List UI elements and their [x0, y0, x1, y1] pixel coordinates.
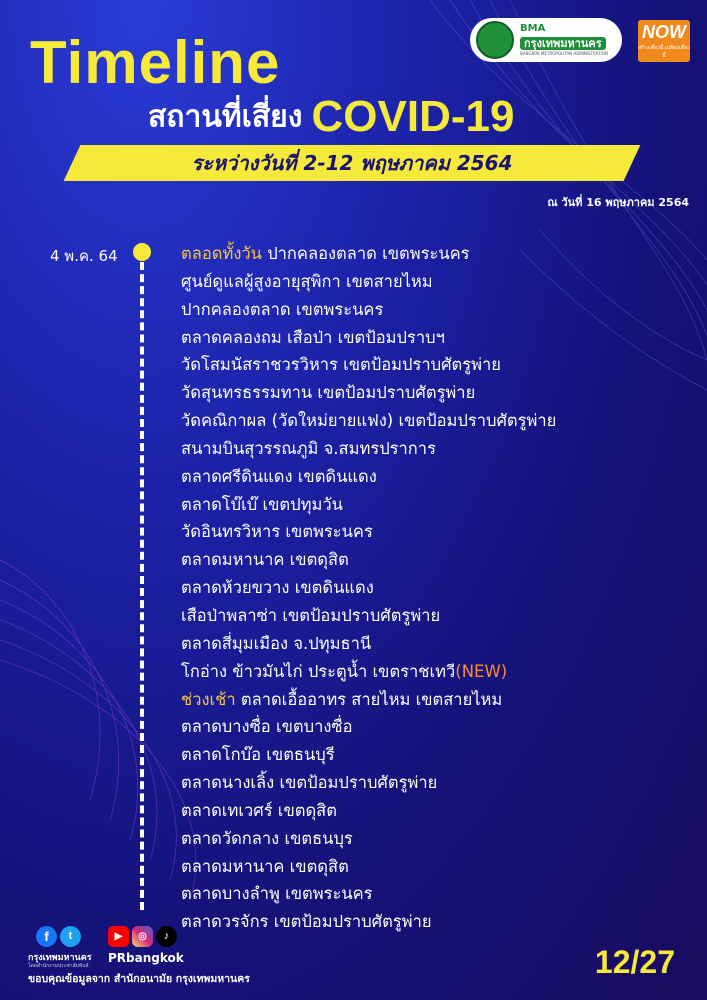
place-text: วัดโสมนัสราชวรวิหาร เขตป้อมปราบศัตรูพ่าย: [181, 355, 501, 375]
place-item: [181, 326, 556, 354]
place-text: ตลาดนางเลิ้ง เขตป้อมปราบศัตรูพ่าย: [181, 773, 438, 793]
places-list: [181, 242, 556, 938]
place-text: วัดคณิกาผล (วัดใหม่ยายแฟง) เขตป้อมปราบศัตรูพ่าย: [181, 411, 557, 431]
place-text: ปากคลองตลาด เขตพระนคร: [267, 244, 470, 263]
place-item: [181, 409, 556, 437]
place-time-highlight: ตลอดทั้งวัน: [181, 244, 262, 263]
place-text: ตลาดเทเวศร์ เขตดุสิต: [181, 800, 337, 820]
data-credit: ขอบคุณข้อมูลจาก สำนักอนามัย กรุงเทพมหานคร: [28, 973, 250, 985]
place-text: ปากคลองตลาด เขตพระนคร: [181, 299, 384, 319]
as-of-date: ณ วันที่ 16 พฤษภาคม 2564: [547, 196, 689, 209]
timeline-line: [140, 262, 144, 910]
social-brand-left-sub: โดยสำนักงานประชาสัมพันธ์: [28, 963, 89, 969]
place-text: วัดสุนทรธรรมทาน เขตป้อมปราบศัตรูพ่าย: [181, 383, 476, 403]
timeline-day-label: 4 พ.ค. 64: [50, 247, 118, 265]
page-subtitle: [148, 92, 514, 142]
place-item: [181, 882, 556, 910]
place-text: ตลาดศรีดินแดง เขตดินแดง: [181, 466, 377, 486]
place-item: [181, 604, 556, 632]
place-text: สนามบินสุวรรณภูมิ จ.สมทรปราการ: [181, 438, 436, 458]
place-text: ตลาดโกบ๊อ เขตธนบุรี: [181, 745, 335, 765]
place-text: วัดอินทรวิหาร เขตพระนคร: [181, 522, 373, 542]
place-item: [181, 715, 556, 743]
place-item: [181, 493, 556, 521]
place-text: ตลาดเอื้ออาทร สายไหม เขตสายไหม: [240, 689, 503, 709]
place-text: ตลาดคลองถม เสือป่า เขตป้อมปราบฯ: [181, 327, 445, 347]
place-text: ตลาดสี่มุมเมือง จ.ปทุมธานี: [181, 633, 372, 653]
now-logo-sub: สร้างเดี๋ยวนี้ เปลี่ยนเดี๋ยวนี้: [638, 45, 690, 59]
page-title: Timeline: [30, 29, 281, 96]
bma-logo: [470, 18, 622, 62]
tiktok-icon[interactable]: ♪: [156, 926, 177, 947]
place-item: [181, 437, 556, 465]
place-item: [181, 576, 556, 604]
place-item: [181, 855, 556, 883]
place-text: ตลาดวรจักร เขตป้อมปราบศัตรูพ่าย: [181, 912, 432, 932]
place-item: [181, 799, 556, 827]
place-item: [181, 548, 556, 576]
place-item: [181, 632, 556, 660]
place-item: [181, 242, 556, 270]
place-text: เสือป่าพลาซ่า เขตป้อมปราบศัตรูพ่าย: [181, 605, 441, 625]
facebook-icon[interactable]: f: [36, 926, 57, 947]
now-logo-text: NOW: [642, 22, 686, 42]
place-text: ตลาดโบ๊เบ๊ เขตปทุมวัน: [181, 494, 343, 514]
social-brand-right: PRbangkok: [108, 951, 184, 965]
place-text: ตลาดวัดกลาง เขตธนบุร: [181, 828, 353, 848]
social-brand-left: กรุงเทพมหานคร: [28, 953, 92, 963]
place-text: ตลาดบางลำพู เขตพระนคร: [181, 884, 373, 904]
place-item: [181, 688, 556, 716]
subtitle-covid: COVID-19: [311, 92, 515, 141]
place-text: ตลาดมหานาค เขตดุสิต: [181, 856, 349, 876]
bma-logo-sub: BANGKOK METROPOLITAN ADMINISTRATION: [520, 51, 608, 56]
new-badge: (NEW): [455, 661, 508, 681]
place-item: [181, 743, 556, 771]
place-item: [181, 827, 556, 855]
place-text: ตลาดห้วยขวาง เขตดินแดง: [181, 578, 374, 598]
place-text: ตลาดบางซื่อ เขตบางซื่อ: [181, 717, 353, 737]
bma-logo-th: กรุงเทพมหานคร: [520, 37, 606, 50]
place-time-highlight: ช่วงเช้า: [181, 689, 236, 709]
place-item: [181, 910, 556, 938]
now-logo: [638, 20, 690, 62]
place-text: โกอ่าง ข้าวมันไก่ ประตูน้ำ เขตราชเทวี: [181, 661, 456, 681]
subtitle-thai: สถานที่เสี่ยง: [148, 99, 303, 135]
place-item: [181, 520, 556, 548]
twitter-icon[interactable]: t: [60, 926, 81, 947]
bma-seal-icon: [476, 21, 514, 59]
place-text: ศูนย์ดูแลผู้สูงอายุสุพิกา เขตสายไหม: [181, 271, 433, 291]
place-item: [181, 660, 556, 688]
youtube-icon[interactable]: ▶: [108, 926, 129, 947]
instagram-icon[interactable]: ◎: [132, 926, 153, 947]
place-item: [181, 381, 556, 409]
place-item: [181, 771, 556, 799]
place-text: ตลาดมหานาค เขตดุสิต: [181, 550, 349, 570]
page-number: 12/27: [594, 944, 675, 980]
place-item: [181, 465, 556, 493]
timeline-dot: [133, 243, 151, 261]
date-range: ระหว่างวันที่ 2-12 พฤษภาคม 2564: [191, 151, 513, 175]
place-item: [181, 270, 556, 298]
place-item: [181, 298, 556, 326]
bma-logo-en: BMA: [520, 23, 546, 34]
place-item: [181, 353, 556, 381]
